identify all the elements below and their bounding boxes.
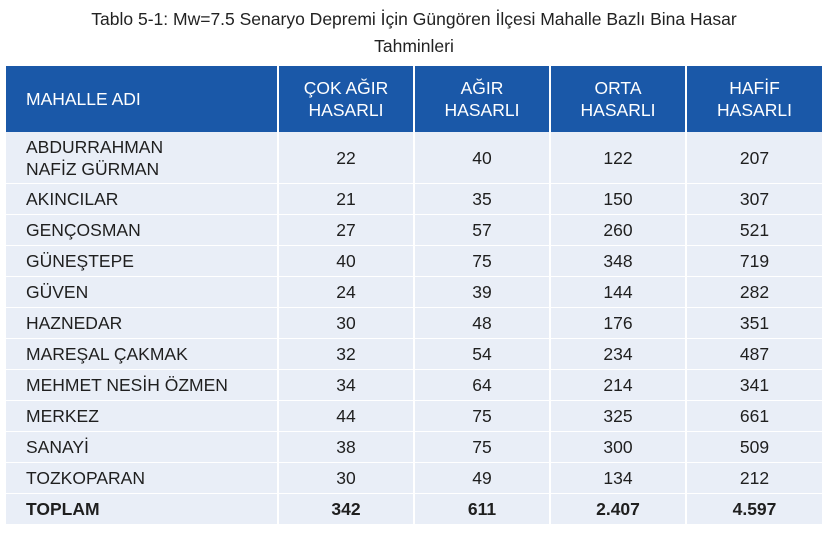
cell-hafif: 487 [686, 339, 822, 370]
header-hafif-hasarli: HAFİF HASARLI [686, 66, 822, 132]
cell-orta: 144 [550, 277, 686, 308]
table-total-row [6, 494, 822, 525]
row-name: MAREŞAL ÇAKMAK [6, 339, 278, 370]
table-row [6, 184, 822, 215]
row-name: GÜVEN [6, 277, 278, 308]
table-row [6, 463, 822, 494]
cell-cok-agir: 21 [278, 184, 414, 215]
cell-agir: 49 [414, 463, 550, 494]
caption-line-2: Tahminleri [374, 36, 454, 56]
table-row [6, 246, 822, 277]
cell-agir: 39 [414, 277, 550, 308]
cell-cok-agir: 30 [278, 308, 414, 339]
header-orta-hasarli: ORTA HASARLI [550, 66, 686, 132]
row-name: GENÇOSMAN [6, 215, 278, 246]
cell-agir: 75 [414, 246, 550, 277]
cell-orta: 325 [550, 401, 686, 432]
table-row [6, 339, 822, 370]
table-row [6, 370, 822, 401]
cell-orta: 234 [550, 339, 686, 370]
cell-agir: 48 [414, 308, 550, 339]
table-row [6, 308, 822, 339]
cell-cok-agir: 38 [278, 432, 414, 463]
cell-hafif: 719 [686, 246, 822, 277]
row-name: HAZNEDAR [6, 308, 278, 339]
cell-agir: 40 [414, 132, 550, 184]
header-agir-hasarli: AĞIR HASARLI [414, 66, 550, 132]
header-mahalle-adi: MAHALLE ADI [6, 66, 278, 132]
cell-orta: 348 [550, 246, 686, 277]
row-name: ABDURRAHMAN NAFİZ GÜRMAN [6, 132, 278, 184]
total-hafif: 4.597 [686, 494, 822, 525]
cell-orta: 176 [550, 308, 686, 339]
row-name: MEHMET NESİH ÖZMEN [6, 370, 278, 401]
row-name: TOZKOPARAN [6, 463, 278, 494]
cell-agir: 35 [414, 184, 550, 215]
cell-cok-agir: 24 [278, 277, 414, 308]
cell-orta: 214 [550, 370, 686, 401]
total-agir: 611 [414, 494, 550, 525]
table-row [6, 132, 822, 184]
cell-hafif: 509 [686, 432, 822, 463]
cell-orta: 260 [550, 215, 686, 246]
cell-cok-agir: 44 [278, 401, 414, 432]
cell-hafif: 661 [686, 401, 822, 432]
cell-hafif: 341 [686, 370, 822, 401]
total-label: TOPLAM [6, 494, 278, 525]
row-name: AKINCILAR [6, 184, 278, 215]
cell-hafif: 282 [686, 277, 822, 308]
header-cok-agir-hasarli: ÇOK AĞIR HASARLI [278, 66, 414, 132]
table-row [6, 215, 822, 246]
cell-cok-agir: 22 [278, 132, 414, 184]
cell-agir: 57 [414, 215, 550, 246]
table-caption [0, 6, 828, 60]
cell-hafif: 307 [686, 184, 822, 215]
table-row [6, 432, 822, 463]
cell-cok-agir: 32 [278, 339, 414, 370]
row-name: GÜNEŞTEPE [6, 246, 278, 277]
table-row [6, 401, 822, 432]
cell-orta: 150 [550, 184, 686, 215]
row-name: SANAYİ [6, 432, 278, 463]
cell-cok-agir: 34 [278, 370, 414, 401]
cell-hafif: 521 [686, 215, 822, 246]
cell-cok-agir: 40 [278, 246, 414, 277]
table-row [6, 277, 822, 308]
cell-orta: 300 [550, 432, 686, 463]
cell-hafif: 207 [686, 132, 822, 184]
cell-hafif: 351 [686, 308, 822, 339]
cell-agir: 54 [414, 339, 550, 370]
cell-orta: 134 [550, 463, 686, 494]
table-header-row [6, 66, 822, 132]
cell-cok-agir: 30 [278, 463, 414, 494]
cell-hafif: 212 [686, 463, 822, 494]
cell-agir: 64 [414, 370, 550, 401]
damage-estimates-table [6, 66, 822, 525]
cell-agir: 75 [414, 401, 550, 432]
cell-orta: 122 [550, 132, 686, 184]
cell-agir: 75 [414, 432, 550, 463]
total-cok-agir: 342 [278, 494, 414, 525]
row-name: MERKEZ [6, 401, 278, 432]
cell-cok-agir: 27 [278, 215, 414, 246]
caption-line-1: Tablo 5-1: Mw=7.5 Senaryo Depremi İçin Güngören İlçesi Mahalle Bazlı Bina Hasar [91, 9, 737, 29]
total-orta: 2.407 [550, 494, 686, 525]
